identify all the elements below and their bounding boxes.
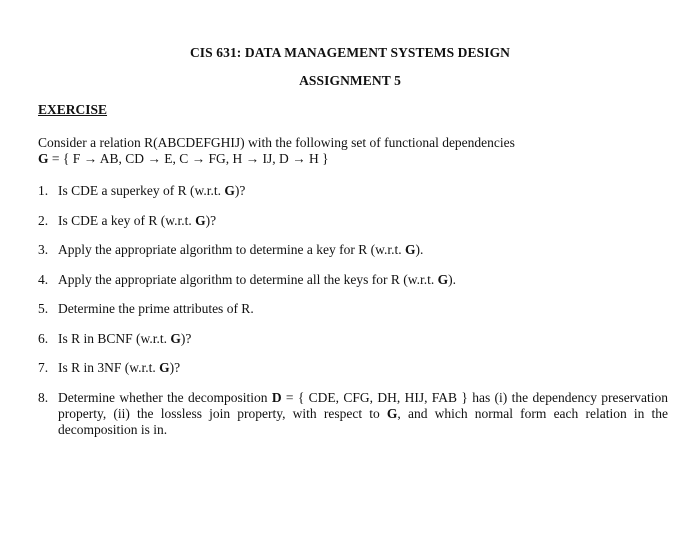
course-title: CIS 631: DATA MANAGEMENT SYSTEMS DESIGN xyxy=(189,45,511,60)
fd-set-value: = { F → AB, CD → E, C → FG, H → IJ, D → H } xyxy=(48,151,329,166)
question-item xyxy=(38,272,668,288)
question-item xyxy=(38,331,668,347)
problem-statement xyxy=(38,135,668,167)
question-text: Apply the appropriate algorithm to determine a key for R (w.r.t. G). xyxy=(58,242,424,257)
question-text: Is R in BCNF (w.r.t. G)? xyxy=(58,331,192,346)
question-number: 2. xyxy=(38,213,49,228)
question-item xyxy=(38,360,668,376)
question-number: 8. xyxy=(38,390,49,405)
question-number: 6. xyxy=(38,331,49,346)
question-number: 4. xyxy=(38,272,49,287)
question-text: Determine whether the decomposition D = { CDE, CFG, DH, HIJ, FAB } has (i) the dependency preservation property, (ii) the lossless join property, with respect to G, and which normal form each relation in the decomposition is in. xyxy=(58,390,669,437)
question-item xyxy=(38,390,668,438)
question-text: Is CDE a superkey of R (w.r.t. G)? xyxy=(58,183,246,198)
question-item xyxy=(38,301,668,317)
question-item xyxy=(38,242,668,258)
exercise-heading: EXERCISE xyxy=(38,102,108,117)
assignment-title: ASSIGNMENT 5 xyxy=(299,73,401,88)
question-number: 7. xyxy=(38,360,49,375)
question-number: 1. xyxy=(38,183,49,198)
question-item xyxy=(38,183,668,199)
fd-set-label: G xyxy=(38,151,49,166)
question-text: Determine the prime attributes of R. xyxy=(58,301,254,316)
question-text: Is CDE a key of R (w.r.t. G)? xyxy=(58,213,217,228)
question-number: 3. xyxy=(38,242,49,257)
question-text: Is R in 3NF (w.r.t. G)? xyxy=(58,360,181,375)
question-text: Apply the appropriate algorithm to determine all the keys for R (w.r.t. G). xyxy=(58,272,457,287)
fd-set xyxy=(38,151,668,167)
question-item xyxy=(38,213,668,229)
question-number: 5. xyxy=(38,301,49,316)
intro-text: Consider a relation R(ABCDEFGHIJ) with the following set of functional dependencies xyxy=(38,135,515,150)
